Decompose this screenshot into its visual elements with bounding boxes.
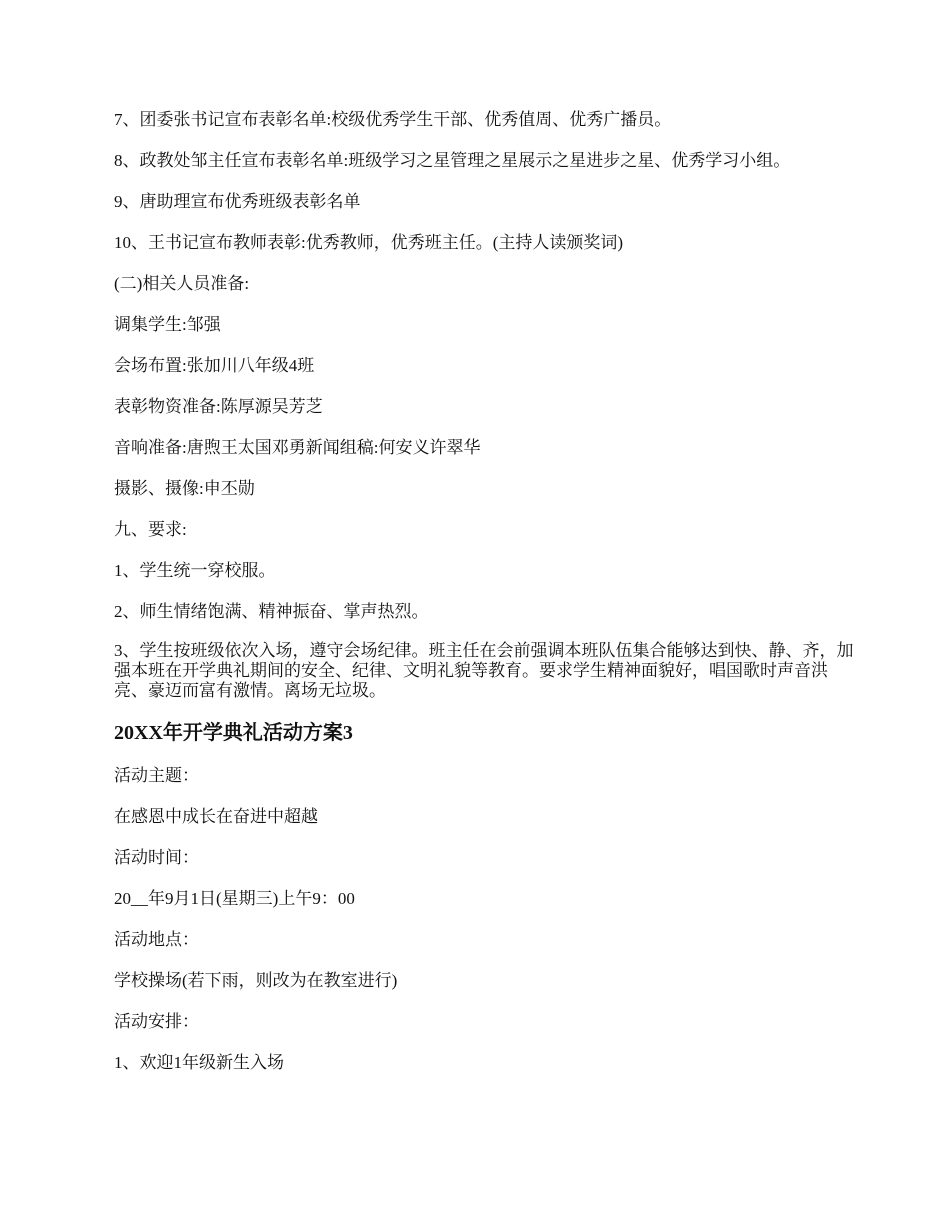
paragraph: 活动地点： bbox=[114, 930, 199, 949]
paragraph: 20__年9月1日(星期三)上午9：00 bbox=[114, 889, 355, 908]
paragraph: (二)相关人员准备: bbox=[114, 274, 250, 293]
paragraph: 摄影、摄像:申丕勋 bbox=[114, 479, 255, 498]
paragraph: 九、要求: bbox=[114, 520, 187, 539]
paragraph: 9、唐助理宣布优秀班级表彰名单 bbox=[114, 192, 361, 211]
document-body bbox=[114, 108, 854, 1092]
paragraph: 活动安排： bbox=[114, 1012, 199, 1031]
paragraph: 1、欢迎1年级新生入场 bbox=[114, 1053, 284, 1072]
paragraph: 在感恩中成长在奋进中超越 bbox=[114, 807, 318, 826]
paragraph: 表彰物资准备:陈厚源吴芳芝 bbox=[114, 397, 323, 416]
paragraph: 会场布置:张加川八年级4班 bbox=[114, 356, 315, 375]
paragraph: 活动主题： bbox=[114, 766, 199, 785]
paragraph: 2、师生情绪饱满、精神振奋、掌声热烈。 bbox=[114, 602, 429, 621]
section-heading: 20XX年开学典礼活动方案3 bbox=[114, 722, 353, 744]
paragraph: 音响准备:唐煦王太国邓勇新闻组稿:何安义许翠华 bbox=[114, 438, 481, 457]
paragraph: 调集学生:邹强 bbox=[114, 315, 221, 334]
paragraph-long: 3、学生按班级依次入场，遵守会场纪律。班主任在会前强调本班队伍集合能够达到快、静、齐，加强本班在开学典礼期间的安全、纪律、文明礼貌等教育。要求学生精神面貌好，唱国歌时声音洪亮、豪迈而富有激情。离场无垃圾。 bbox=[114, 641, 854, 700]
paragraph: 8、政教处邹主任宣布表彰名单:班级学习之星管理之星展示之星进步之星、优秀学习小组。 bbox=[114, 151, 791, 170]
paragraph: 学校操场(若下雨，则改为在教室进行) bbox=[114, 971, 398, 990]
paragraph: 7、团委张书记宣布表彰名单:校级优秀学生干部、优秀值周、优秀广播员。 bbox=[114, 110, 672, 129]
paragraph: 1、学生统一穿校服。 bbox=[114, 561, 276, 580]
paragraph: 10、王书记宣布教师表彰:优秀教师，优秀班主任。(主持人读颁奖词) bbox=[114, 233, 624, 252]
paragraph: 活动时间： bbox=[114, 848, 199, 867]
